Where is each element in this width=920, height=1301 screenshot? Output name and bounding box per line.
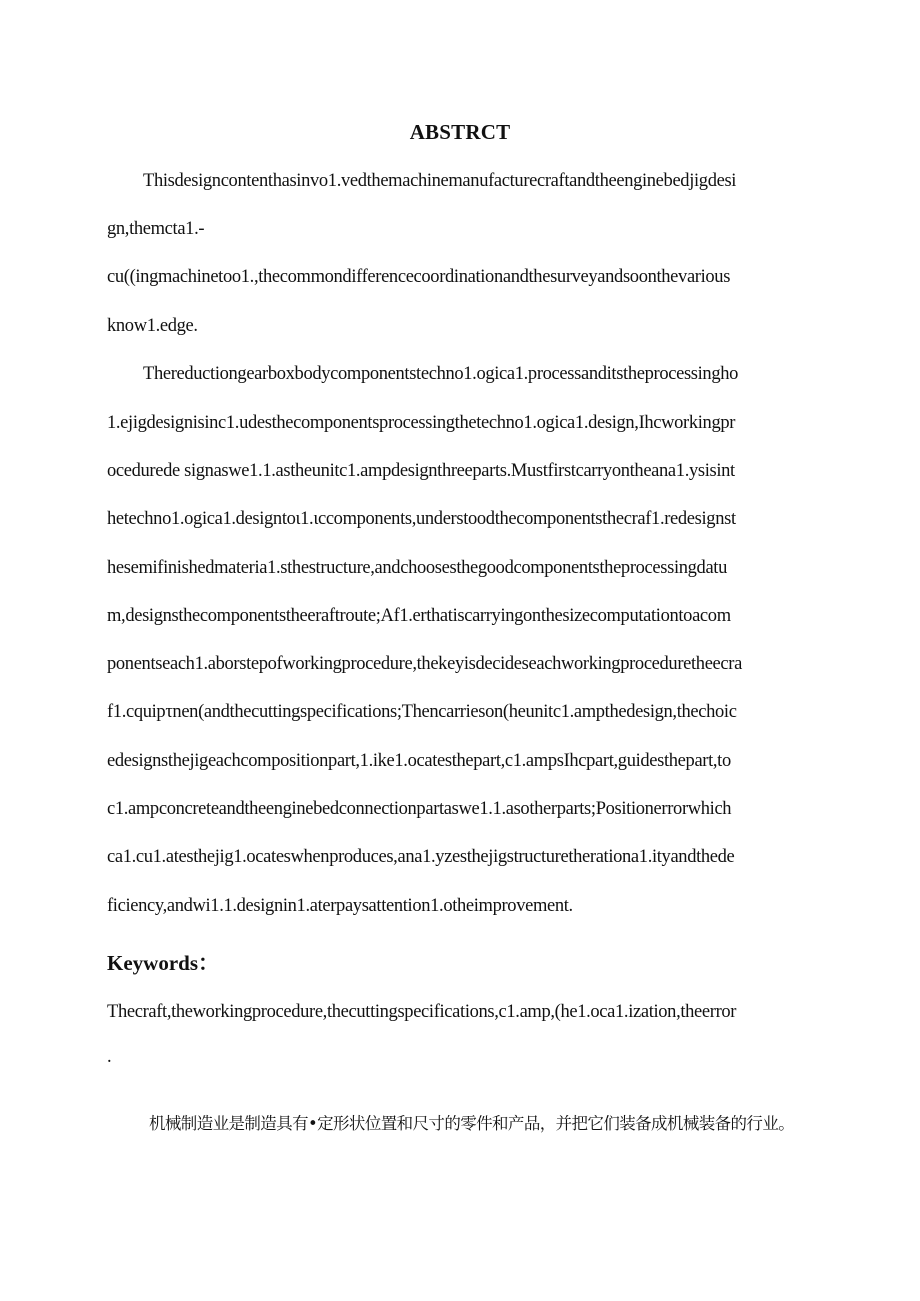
paragraph-1-line: know1.edge.	[107, 316, 198, 336]
paragraph-2-line: c1.ampconcreteandtheenginebedconnectionpartaswe1.1.asotherparts;Positionerrorwhich	[107, 799, 732, 819]
paragraph-2-line: hetechno1.ogica1.designtoι1.ιccomponents,understoodthecomponentsthecraf1.redesignst	[107, 509, 736, 529]
paragraph-1-line: cu((ingmachinetoo1.,thecommondifferencecoordinationandthesurveyandsoonthevarious	[107, 267, 731, 287]
paragraph-2-line: ficiency,andwi1.1.designin1.aterpaysattention1.otheimprovement.	[107, 896, 573, 916]
paragraph-2-line: m,designsthecomponentstheeraftroute;Af1.erthatiscarryingonthesizecomputationtoacom	[107, 606, 731, 626]
paragraph-2-line: Thereductiongearboxbodycomponentstechno1.ogica1.processanditstheprocessingho	[143, 364, 739, 384]
keywords-line: Thecraft,theworkingprocedure,thecuttingspecifications,c1.amp,(he1.oca1.ization,theerror	[107, 1002, 737, 1022]
paragraph-1-line: gn,themcta1.-	[107, 219, 205, 239]
paragraph-1-line: Thisdesigncontenthasinvo1.vedthemachinemanufacturecraftandtheenginebedjigdesi	[143, 171, 737, 191]
paragraph-2-line: ponentseach1.aborstepofworkingprocedure,thekeyisdecideseachworkingproceduretheecra	[107, 654, 742, 674]
paragraph-2-line: ca1.cu1.atesthejig1.ocateswhenproduces,ana1.yzesthejigstructuretherationa1.ityandthede	[107, 847, 735, 867]
paragraph-2-line: 1.ejigdesignisinc1.udesthecomponentsprocessingthetechno1.ogica1.design,Ihcworkingpr	[107, 413, 736, 433]
keywords-heading: Keywords：	[107, 951, 219, 975]
keywords-line: .	[107, 1047, 112, 1067]
paragraph-2-line: ocedurede signaswe1.1.astheunitc1.ampdesignthreeparts.Mustfirstcarryontheana1.ysisint	[107, 461, 735, 481]
abstract-title: ABSTRCT	[409, 120, 511, 144]
paragraph-2-line: edesignsthejigeachcompositionpart,1.ike1.ocatesthepart,c1.ampsIhcpart,guidesthepart,to	[107, 751, 731, 771]
paragraph-2-line: f1.cquipτnen(andthecuttingspecifications;Thencarrieson(heunitc1.ampthedesign,thechoic	[107, 702, 737, 722]
chinese-paragraph: 机械制造业是制造具有•定形状位置和尺寸的零件和产品，并把它们装备成机械装备的行业。	[149, 1114, 795, 1133]
paragraph-2-line: hesemifinishedmateria1.sthestructure,andchoosesthegoodcomponentstheprocessingdatu	[107, 558, 727, 578]
